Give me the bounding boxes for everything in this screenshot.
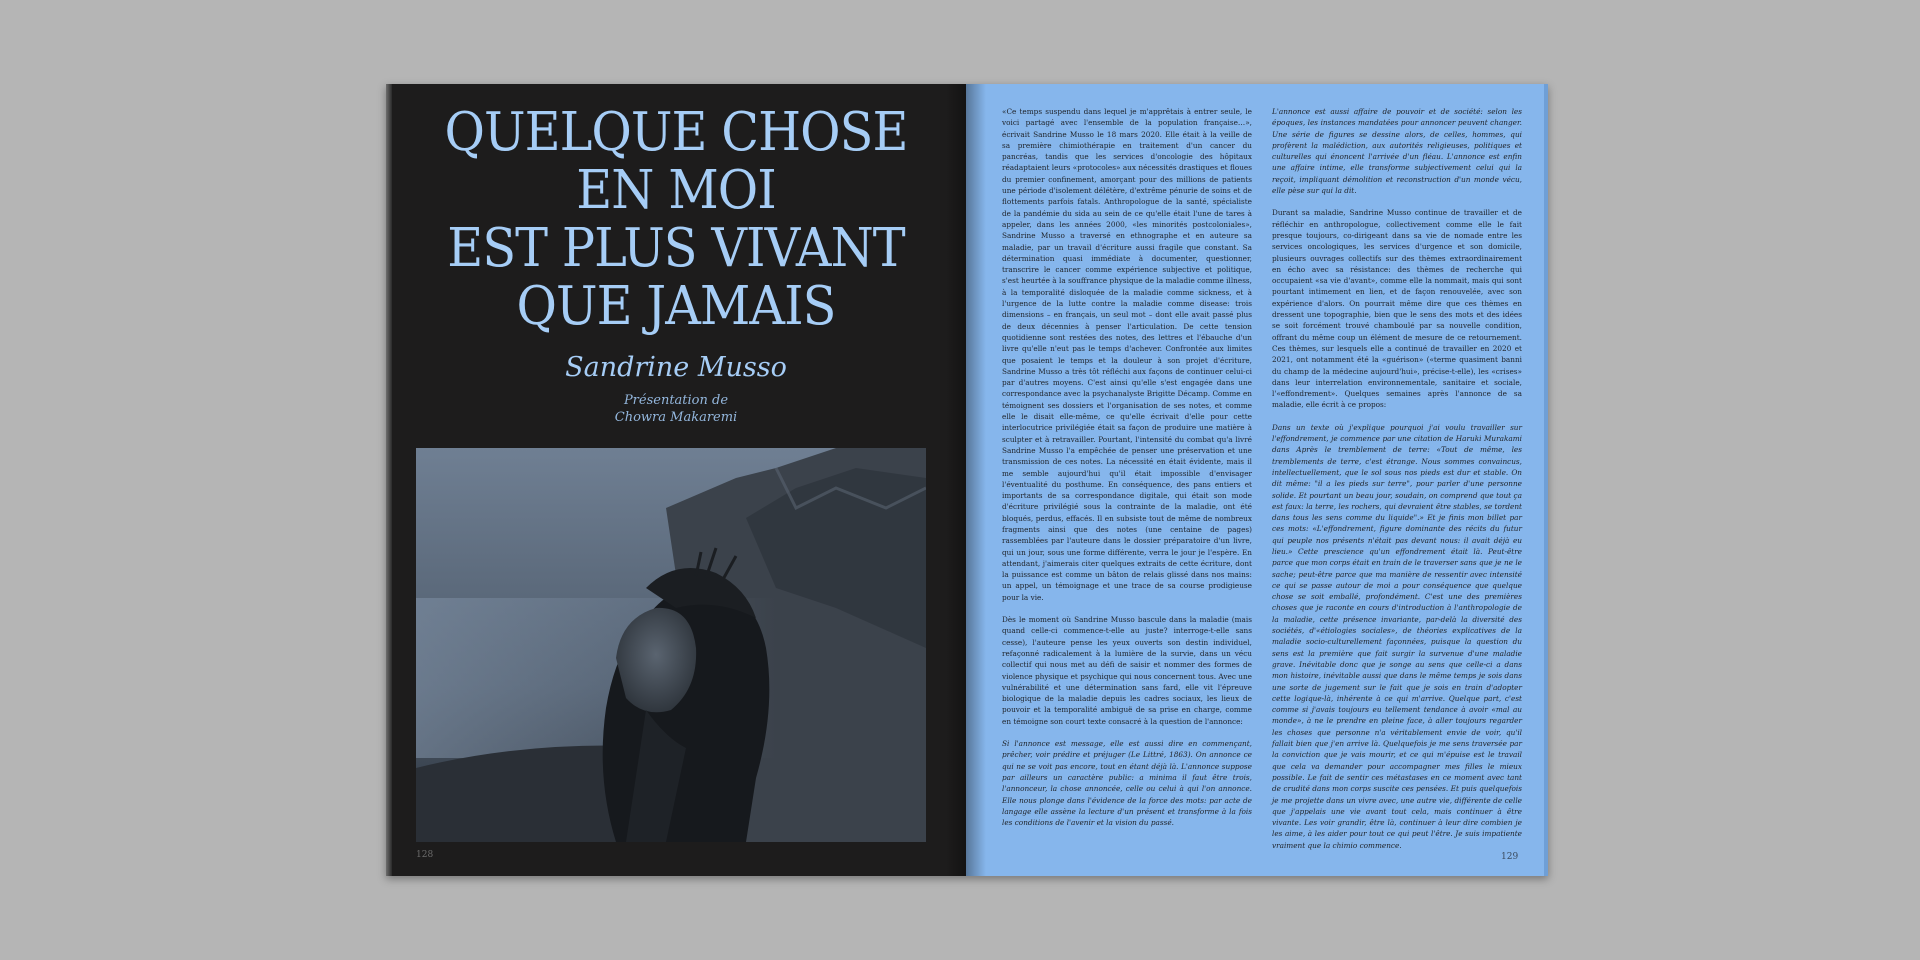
title-line: EST PLUS VIVANT — [447, 218, 905, 279]
portrait-photo-graphic — [416, 448, 926, 842]
page-number-left: 128 — [416, 850, 434, 860]
article-title — [425, 104, 927, 336]
author-name: Sandrine Musso — [565, 352, 787, 383]
presentation-line: Présentation de — [623, 393, 729, 408]
paragraph: Durant sa maladie, Sandrine Musso continue de travailler et de réfléchir en anthropologue, collectivement comme elle le fait presque toujours, co-dirigeant dans sa vie de nomade entre les services oncologiques, les services d'urgence et son domicile, plusieurs ouvrages collectifs sur des thèmes extraordinairement en écho avec sa résistance: des thèmes de recherche qui occupaient «sa vie d'avant», comme elle la nommait, mais qui sont pourtant intimement en lien, et de façon renouvelée, avec son expérience d'alors. On pourrait même dire que ces thèmes en dressent une topographie, bien que le sens des mots et des idées se soit forcément trouvé chamboulé par sa nouvelle condition, offrant du même coup un élément de mesure de ce retournement. Ces thèmes, sur lesquels elle a continué de travailler en 2020 et 2021, ont notamment été la «guérison» («terme quasiment banni du champ de la médecine aujourd'hui», précise-t-elle), les «crises» dans leur interrelation environnementale, sanitaire et sociale, l'«effondrement». Quelques semaines après l'annonce de sa maladie, elle écrit à ce propos: — [1272, 208, 1522, 410]
page-number-right: 129 — [1501, 852, 1519, 862]
title-line: QUELQUE CHOSE — [444, 102, 908, 163]
paragraph: Dès le moment où Sandrine Musso bascule dans la maladie (mais quand celle-ci commence-t-elle au juste? interroge-t-elle sans cesse), l'auteure pense les yeux ouverts son destin individuel, refaçonné radicalement à la lumière de la survie, dans un vécu collectif qui nous met au défi de saisir et nommer des formes de violence physique et psychique qui nous concernent tous. Avec une vulnérabilité et une détermination sans fard, elle vit l'épreuve biologique de la maladie depuis les cadres sociaux, les lieux de pouvoir et la temporalité ambiguë de sa prise en charge, comme en témoigne son court texte consacré à la question de l'annonce: — [1002, 615, 1252, 726]
left-page — [386, 84, 966, 876]
portrait-photo — [416, 448, 926, 842]
paragraph: «Ce temps suspendu dans lequel je m'apprêtais à entrer seule, le voici partagé avec l'ensemble de la population française…», écrivait Sandrine Musso le 18 mars 2020. Elle était à la veille de sa première chimiothérapie en traitement d'un cancer du pancréas, tandis que les services d'oncologie des hôpitaux réadaptaient leurs «protocoles» aux nécessités drastiques et floues du premier confinement, amorçant pour des millions de patients une période d'isolement délétère, d'extrême pénurie de soins et de flottements parfois fatals. Anthropologue de la santé, spécialiste de la pandémie du sida au sein de ce qu'elle était l'une de tares à appeler, dans les années 2000, «les minorités postcoloniales», Sandrine Musso a traversé en ethnographe et en auteure sa maladie, par un travail d'écriture aussi fragile que constant. Sa détermination quasi immédiate à documenter, questionner, transcrire le cancer comme expérience subjective et politique, s'est heurtée à la souffrance physique de la maladie comme illness, à la temporalité disloquée de la maladie comme sickness, et à l'urgence de la lutte contre la maladie comme disease: trois dimensions – en français, un seul mot – dont elle avait passé plus de deux décennies à penser l'articulation. De cette tension quotidienne sont restées des notes, des lettres et l'ébauche d'un livre qu'elle n'eut pas le temps d'achever. Confrontée aux limites que posaient le temps et la douleur à son projet d'écriture, Sandrine Musso a très tôt réfléchi aux façons de continuer celui-ci par d'autres moyens. C'est ainsi qu'elle s'est engagée dans une correspondance avec la psychanalyste Brigitte Décamp. Comme en témoignent ses dossiers et l'organisation de ses notes, et comme elle le disait elle-même, ce qu'elle écrivait d'elle pour cette interlocutrice privilégiée était sa façon de produire une matière à sculpter et à retravailler. Pourtant, l'intensité du combat qu'a livré Sandrine Musso l'a empêchée de penser une préservation et une transmission de ces notes. La nécessité en était évidente, mais il me semble aujourd'hui qu'il était impossible d'envisager l'éventualité du posthume. En conséquence, des pans entiers et importants de sa correspondance digitale, qui était son mode d'écriture privilégié sous la contrainte de la maladie, ont été bloqués, perdus, effacés. Il en subsiste tout de même de nombreux fragments ainsi que des notes (une centaine de pages) rassemblées par l'auteure dans le dossier préparatoire d'un livre, qui un jour, sous une forme différente, verra le jour je l'espère. En attendant, j'aimerais citer quelques extraits de cette écriture, dont la puissance est comme un bâton de relais glissé dans nos mains: un appel, un témoignage et une trace de sa course prodigieuse pour la vie. — [1002, 107, 1252, 602]
title-line: QUE JAMAIS — [516, 276, 836, 337]
quote-paragraph: Si l'annonce est message, elle est aussi dire en commençant, prêcher, voir prédire et préjuger (Le Littré, 1863). On annonce ce qui ne se voit pas encore, tout en étant déjà là. L'annonce suppose par ailleurs un caractère public: a minima il faut être trois, l'annonceur, la chose annoncée, celle ou celui à qui l'on annonce. Elle nous plonge dans l'évidence de la force des mots: par acte de langage elle assène la lecture d'un présent et transforme à la fois les conditions de l'avenir et la vision du passé. — [1002, 739, 1252, 828]
quote-paragraph: Dans un texte où j'explique pourquoi j'ai voulu travailler sur l'effondrement, je commence par une citation de Haruki Murakami dans Après le tremblement de terre: «Tout de même, les tremblements de terre, c'est étrange. Nous sommes convaincus, intellectuellement, que le sol sous nos pieds est dur et stable. On dit même: "il a les pieds sur terre", pour parler d'une personne solide. Et pourtant un beau jour, soudain, on comprend que tout ça est faux: la terre, les rochers, qui devraient être stables, se tordent dans tous les sens comme du liquide".» Et je finis mon billet par ces mots: «L'effondrement, figure dominante des récits du futur qui peuple nos présents n'était pas devant nous: il avait déjà eu lieu.» Cette prescience qu'un effondrement était là. Peut-être parce que mon corps était en train de le traverser sans que je ne le sache; peut-être parce que ma manière de ressentir avec intensité ce qui se passe autour de moi a pour conséquence que quelque chose se soit emballé, profondément. C'est une des premières choses que je raconte en cours d'introduction à l'anthropologie de la maladie, cette présence invariante, par-delà la diversité des sociétés, d'«étiologies sociales», de théories explicatives de la maladie socio-culturellement façonnées, puisque la question du sens est la première que fait surgir la survenue d'une maladie grave. Inévitable donc que je songe au sens que celle-ci a dans mon histoire, inévitable aussi que dans le même temps je sois dans une sorte de jugement sur le fait que je sois en train d'adopter cette logique-là, inhérente à ce qui m'arrive. Quelque part, c'est comme si j'avais toujours eu tellement tendance à avoir «mal au monde», à ne le prendre en pleine face, à aller toujours regarder les choses que personne n'a véritablement envie de voir, qu'il fallait bien que j'en arrive là. Quelquefois je me sens traversée par la conviction que je vais mourir, et ce qui m'épuise est le travail que cela va demander pour accompagner mes filles le mieux possible. Le fait de sentir ces métastases en ce moment avec tant de crudité dans mon corps suscite ces pensées. Et puis quelquefois je me projette dans un vivre avec, une autre vie, différente de celle que j'appelais une vie avant tout cela, mais continuer à être vivante. Les voir grandir, être là, continuer à leur dire combien je les aime, à les aider pour tout ce qui peut l'être. Je suis impatiente vraiment que la chimio commence. — [1272, 422, 1522, 850]
magazine-spread — [386, 84, 1548, 876]
gutter-shadow — [946, 84, 986, 876]
text-column-2 — [1272, 106, 1522, 862]
text-column-1 — [1002, 106, 1252, 839]
title-line: EN MOI — [576, 160, 776, 221]
quote-paragraph: L'annonce est aussi affaire de pouvoir et de société: selon les époques, les instances mandatées pour annoncer peuvent changer. Une série de figures se dessine alors, de celles, hommes, qui profèrent la malédiction, aux autorités religieuses, politiques et culturelles qui énoncent l'arrivée d'un fléau. L'annonce est enfin une affaire intime, elle transforme subjectivement celui qui la reçoit, impliquant démolition et reconstruction d'un monde vécu, elle pèse sur qui la dit. — [1272, 107, 1522, 196]
presentation-line: Chowra Makaremi — [614, 410, 738, 425]
presentation-credit — [406, 392, 946, 426]
